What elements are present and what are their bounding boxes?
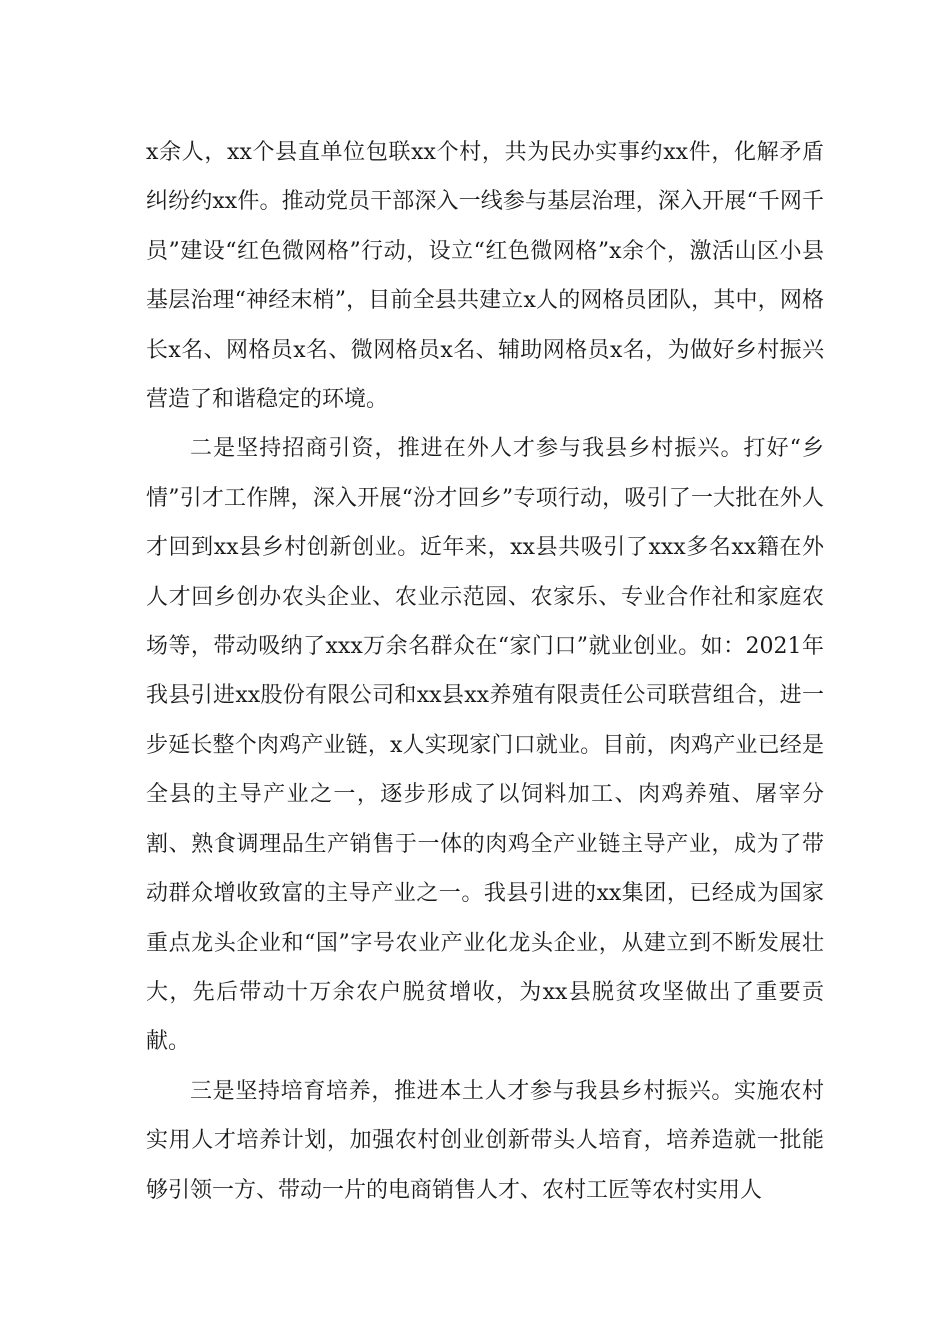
- document-body: [146, 128, 824, 1215]
- paragraph-2: 二是坚持招商引资，推进在外人才参与我县乡村振兴。打好“乡情”引才工作牌，深入开展“汾才回乡”专项行动，吸引了一大批在外人才回到xx县乡村创新创业。近年来，xx县共吸引了xxx多名xx籍在外人才回乡创办农头企业、农业示范园、农家乐、专业合作社和家庭农场等，带动吸纳了xxx万余名群众在“家门口”就业创业。如：2021年我县引进xx股份有限公司和xx县xx养殖有限责任公司联营组合，进一步延长整个肉鸡产业链，x人实现家门口就业。目前，肉鸡产业已经是全县的主导产业之一，逐步形成了以饲料加工、肉鸡养殖、屠宰分割、熟食调理品生产销售于一体的肉鸡全产业链主导产业，成为了带动群众增收致富的主导产业之一。我县引进的xx集团，已经成为国家重点龙头企业和“国”字号农业产业化龙头企业，从建立到不断发展壮大，先后带动十万余农户脱贫增收，为xx县脱贫攻坚做出了重要贡献。: [146, 436, 824, 1055]
- paragraph-3: 三是坚持培育培养，推进本土人才参与我县乡村振兴。实施农村实用人才培养计划，加强农村创业创新带头人培育，培养造就一批能够引领一方、带动一片的电商销售人才、农村工匠等农村实用人: [146, 1078, 824, 1203]
- paragraph-1: x余人，xx个县直单位包联xx个村，共为民办实事约xx件，化解矛盾纠纷约xx件。推动党员干部深入一线参与基层治理，深入开展“千网千员”建设“红色微网格”行动，设立“红色微网格”x余个，激活山区小县基层治理“神经末梢”，目前全县共建立x人的网格员团队，其中，网格长x名、网格员x名、微网格员x名、辅助网格员x名，为做好乡村振兴营造了和谐稳定的环境。: [146, 140, 824, 413]
